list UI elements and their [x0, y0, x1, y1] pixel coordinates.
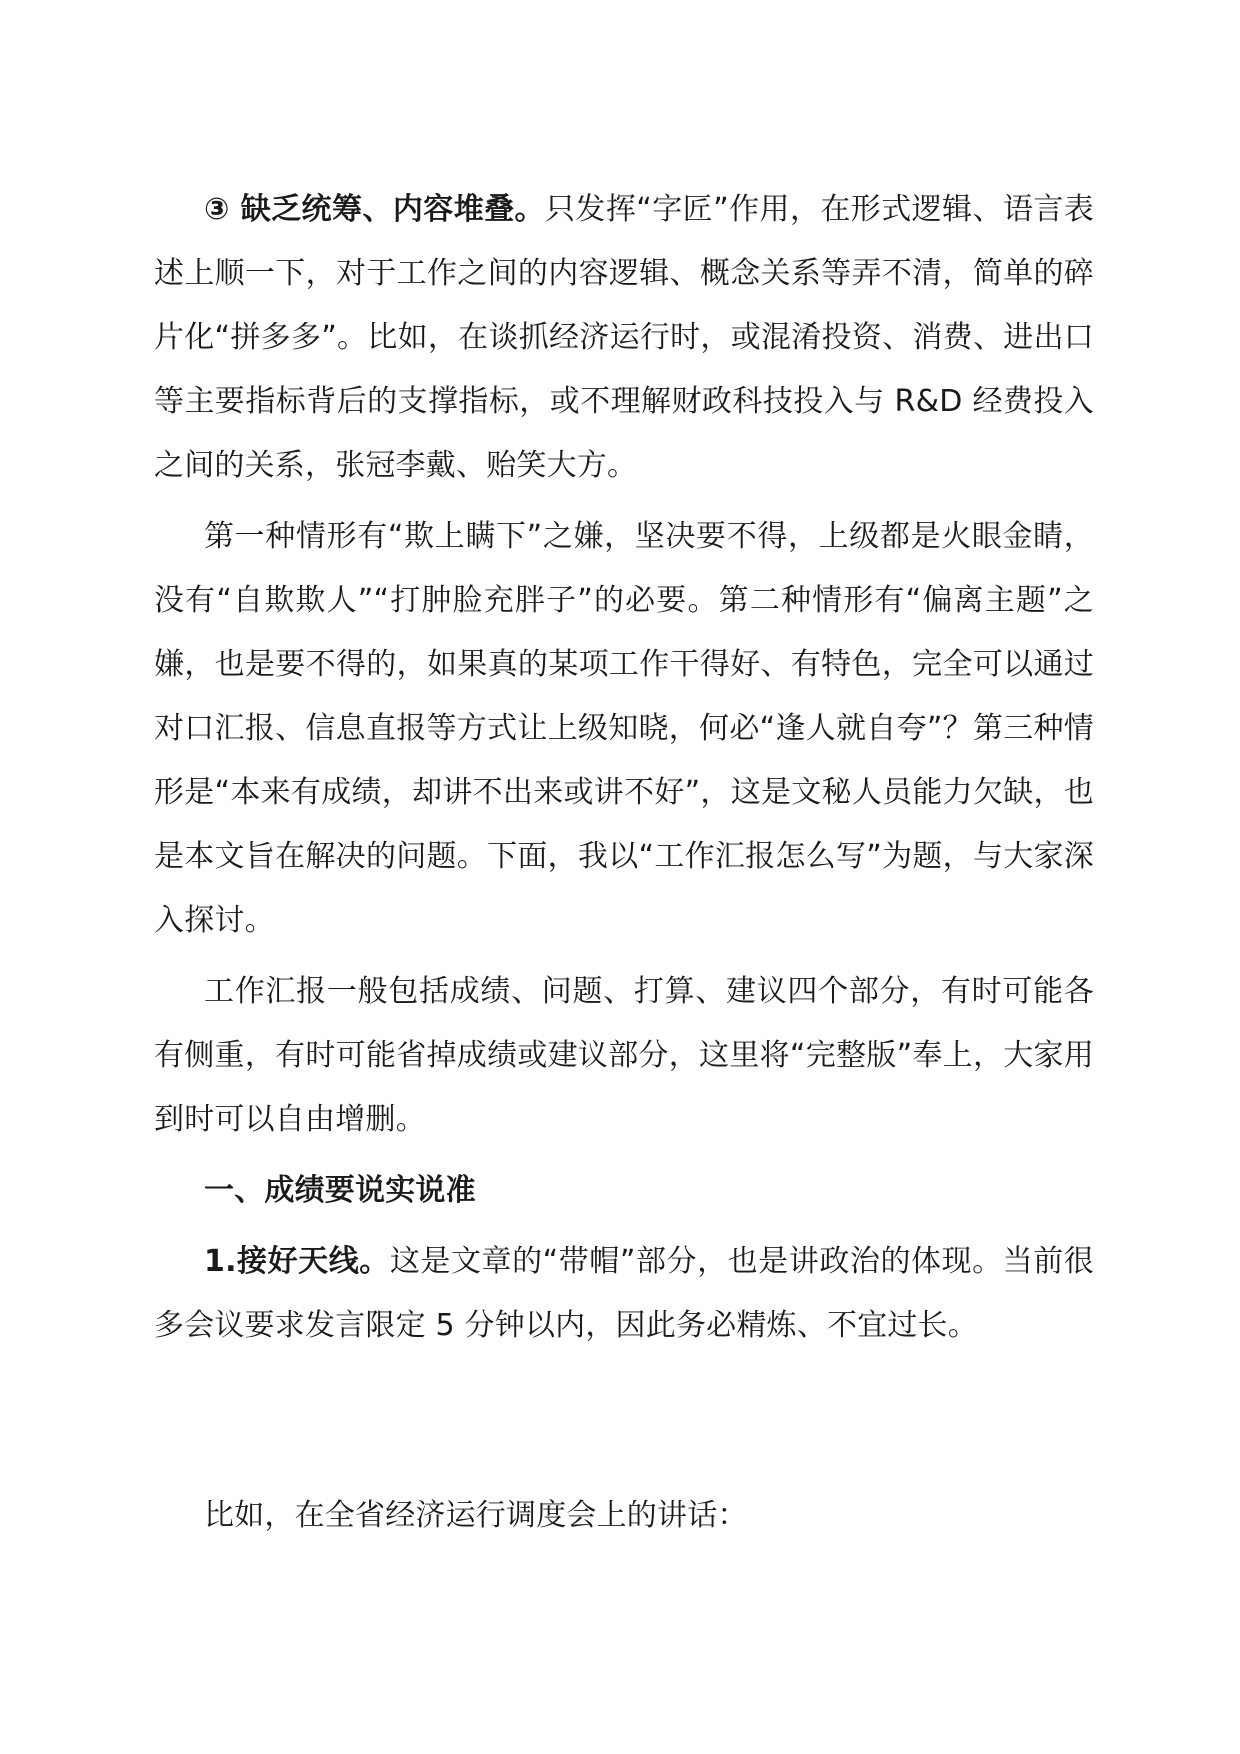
blank-space	[154, 1358, 1094, 1484]
paragraph-text: 第一种情形有“欺上瞒下”之嫌，坚决要不得，上级都是火眼金睛，没有“自欺欺人”“打肿脸充胖子”的必要。第二种情形有“偏离主题”之嫌，也是要不得的，如果真的某项工作干得好、有特色，完全可以通过对口汇报、信息直报等方式让上级知晓，何必“逢人就自夸”？第三种情形是“本来有成绩，却讲不出来或讲不好”，这是文秘人员能力欠缺，也是本文旨在解决的问题。下面，我以“工作汇报怎么写”为题，与大家深入探讨。	[154, 519, 1094, 938]
paragraph-text: 工作汇报一般包括成绩、问题、打算、建议四个部分，有时可能各有侧重，有时可能省掉成绩或建议部分，这里将“完整版”奉上，大家用到时可以自由增删。	[154, 974, 1094, 1137]
section-heading	[154, 1159, 1094, 1223]
paragraph-three-situations	[154, 505, 1094, 953]
paragraph-lead: ③ 缺乏统筹、内容堆叠。	[204, 192, 545, 227]
paragraph-text: 只发挥“字匠”作用，在形式逻辑、语言表述上顺一下，对于工作之间的内容逻辑、概念关系等弄不清，简单的碎片化“拼多多”。比如，在谈抓经济运行时，或混淆投资、消费、进出口等主要指标背后的支撑指标，或不理解财政科技投入与 R&D 经费投入之间的关系，张冠李戴、贻笑大方。	[154, 192, 1094, 483]
paragraph-text: 这是文章的“带帽”部分，也是讲政治的体现。当前很多会议要求发言限定 5 分钟以内，因此务必精炼、不宜过长。	[154, 1244, 1095, 1343]
section-heading-text: 一、成绩要说实说准	[204, 1173, 476, 1208]
paragraph-lack-of-coordination	[154, 178, 1094, 498]
paragraph-antenna	[154, 1230, 1094, 1358]
paragraph-report-structure	[154, 960, 1094, 1152]
document-body	[154, 178, 1094, 1548]
paragraph-lead: 1.接好天线。	[204, 1244, 390, 1279]
paragraph-text: 比如，在全省经济运行调度会上的讲话：	[204, 1498, 748, 1533]
paragraph-example-intro	[154, 1484, 1094, 1548]
